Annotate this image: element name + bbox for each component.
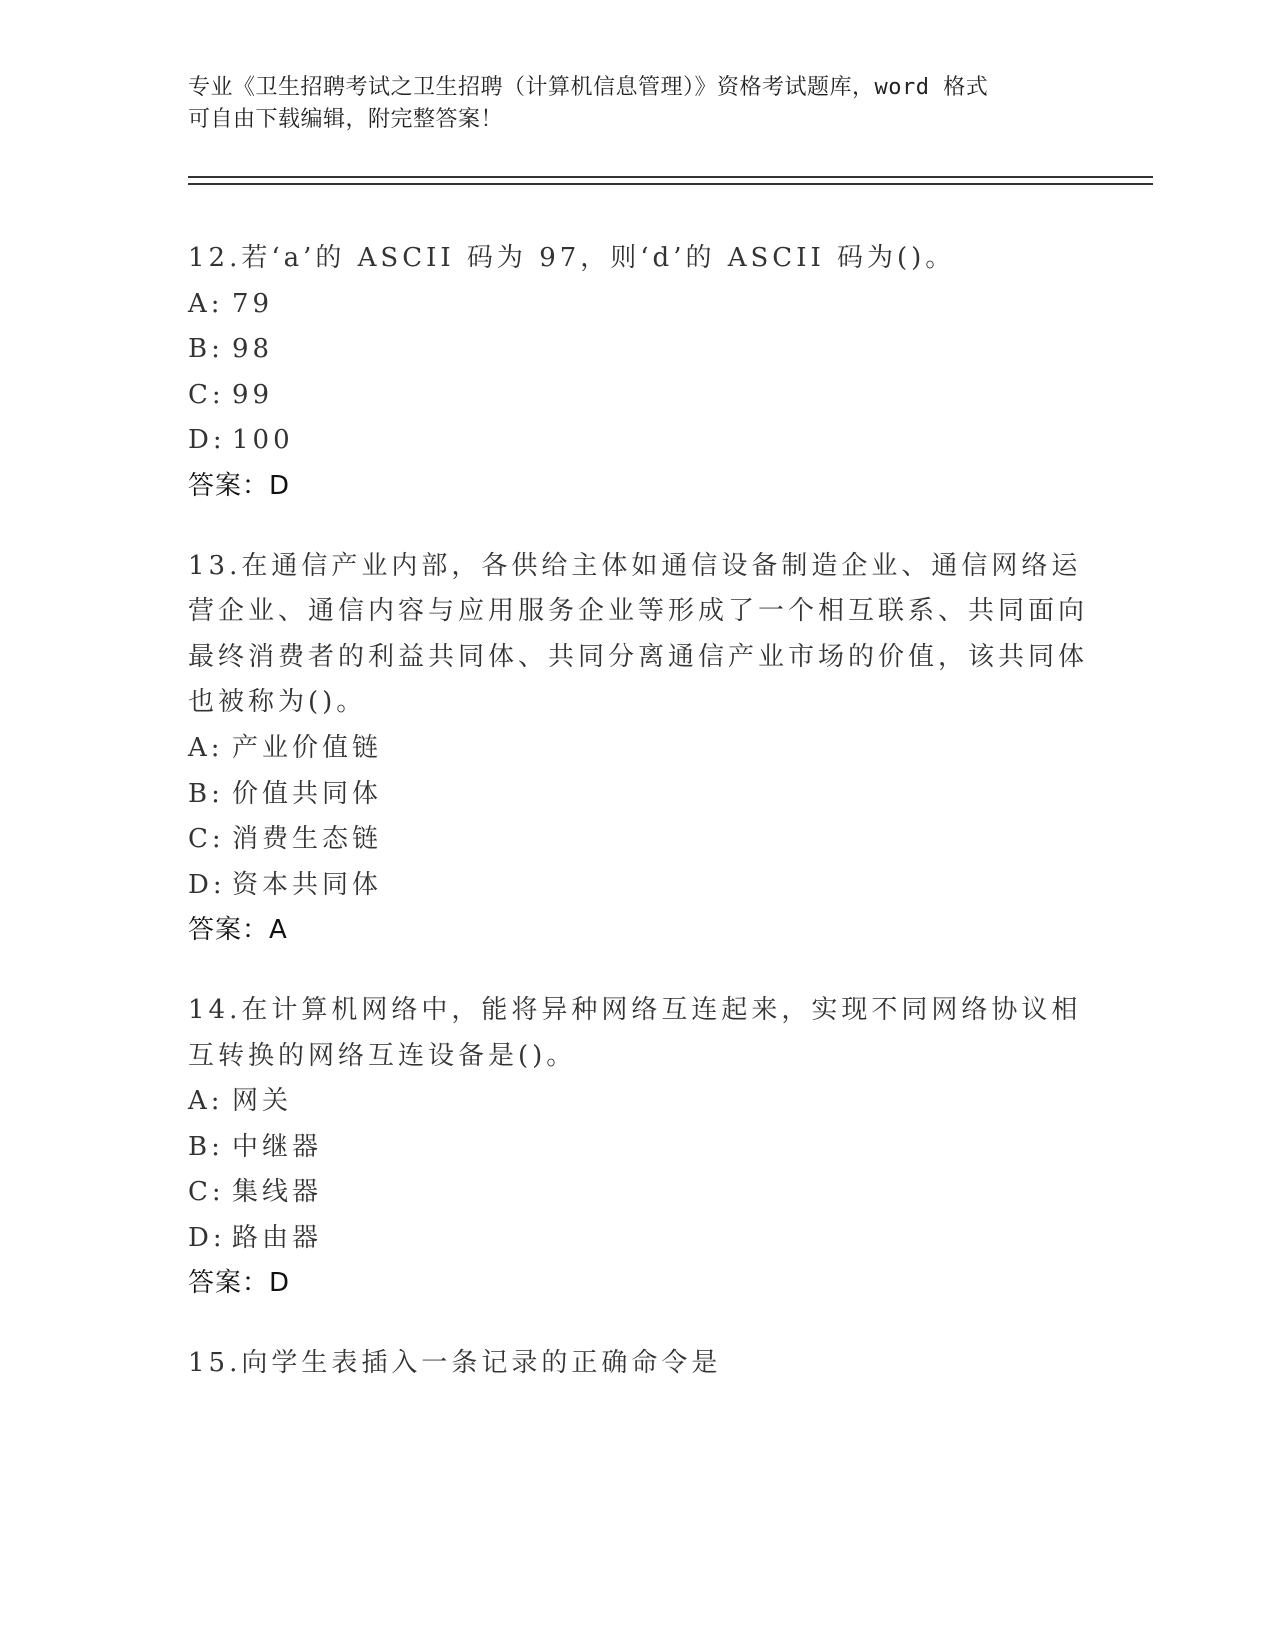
option-d bbox=[188, 1216, 1088, 1262]
option-text: 中继器 bbox=[232, 1131, 323, 1162]
question-stem: 13.在通信产业内部，各供给主体如通信设备制造企业、通信网络运营企业、通信内容与应用服务企业等形成了一个相互联系、共同面向最终消费者的利益共同体、共同分离通信产业市场的价值，该共同体也被称为()。 bbox=[188, 550, 1089, 718]
option-label: D: bbox=[188, 1222, 226, 1253]
question-stem: 12.若‘a’的 ASCII 码为 97，则‘d’的 ASCII 码为()。 bbox=[188, 243, 956, 273]
option-b bbox=[188, 1125, 1088, 1171]
option-c bbox=[188, 373, 1088, 419]
option-text: 100 bbox=[232, 425, 294, 456]
question-12 bbox=[188, 236, 1088, 510]
option-label: D: bbox=[188, 425, 226, 456]
option-text: 集线器 bbox=[232, 1177, 323, 1208]
option-label: B: bbox=[188, 778, 224, 809]
option-d bbox=[188, 863, 1088, 909]
question-stem: 15.向学生表插入一条记录的正确命令是 bbox=[188, 1348, 722, 1379]
option-text: 99 bbox=[232, 379, 274, 410]
header-divider-top bbox=[188, 176, 1153, 178]
document-header bbox=[188, 72, 1088, 136]
option-text: 路由器 bbox=[232, 1222, 323, 1253]
option-c bbox=[188, 1170, 1088, 1216]
option-label: B: bbox=[188, 334, 224, 365]
question-13 bbox=[188, 544, 1088, 954]
header-line-2: 可自由下载编辑，附完整答案！ bbox=[188, 107, 504, 132]
option-b bbox=[188, 327, 1088, 373]
option-a bbox=[188, 282, 1088, 328]
option-text: 网关 bbox=[232, 1086, 293, 1117]
option-text: 产业价值链 bbox=[232, 732, 383, 763]
option-a bbox=[188, 726, 1088, 772]
header-divider-bottom bbox=[188, 183, 1153, 185]
header-line-1: 专业《卫生招聘考试之卫生招聘（计算机信息管理）》资格考试题库，word 格式 bbox=[188, 75, 989, 100]
option-label: C: bbox=[188, 379, 225, 410]
option-label: B: bbox=[188, 1131, 224, 1162]
answer-line: 答案：D bbox=[188, 470, 291, 501]
option-text: 价值共同体 bbox=[232, 778, 383, 809]
question-15 bbox=[188, 1341, 1088, 1387]
option-label: A: bbox=[188, 1086, 224, 1117]
option-label: A: bbox=[188, 732, 224, 763]
option-c bbox=[188, 817, 1088, 863]
option-d bbox=[188, 418, 1088, 464]
option-text: 79 bbox=[232, 288, 274, 319]
option-text: 资本共同体 bbox=[232, 869, 383, 900]
option-label: C: bbox=[188, 1177, 225, 1208]
answer-line: 答案：D bbox=[188, 1268, 291, 1299]
option-a bbox=[188, 1079, 1088, 1125]
option-b bbox=[188, 772, 1088, 818]
question-14 bbox=[188, 988, 1088, 1307]
question-stem: 14.在计算机网络中，能将异种网络互连起来，实现不同网络协议相互转换的网络互连设备是()。 bbox=[188, 994, 1082, 1071]
option-label: D: bbox=[188, 869, 226, 900]
option-label: C: bbox=[188, 824, 225, 855]
question-list bbox=[188, 236, 1088, 1421]
answer-line: 答案：A bbox=[188, 915, 288, 946]
option-label: A: bbox=[188, 288, 224, 319]
option-text: 消费生态链 bbox=[232, 824, 383, 855]
option-text: 98 bbox=[232, 334, 274, 365]
